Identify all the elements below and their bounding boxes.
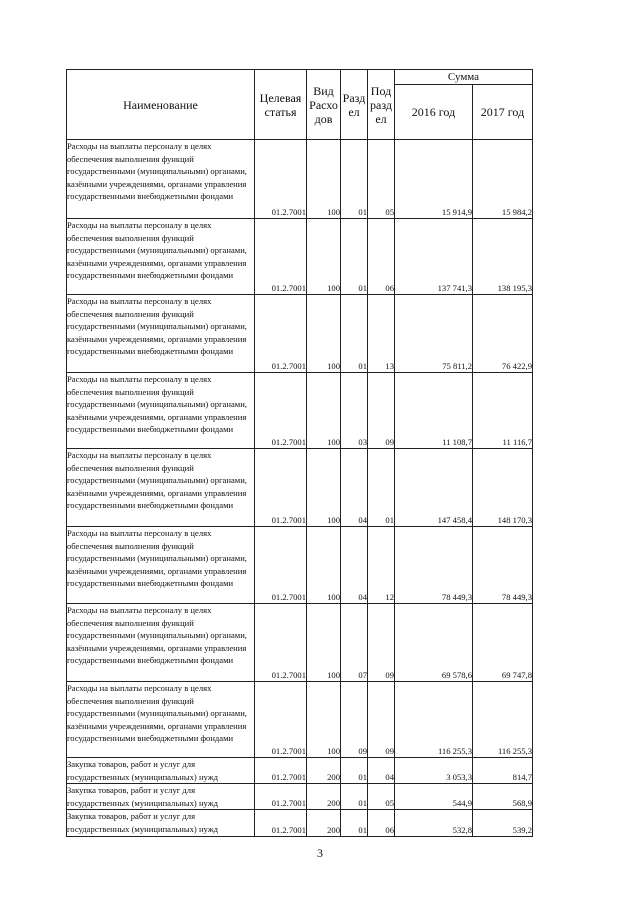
row-target-article: 01.2.7001	[255, 604, 307, 682]
row-expense-type: 100	[307, 449, 341, 527]
row-subsection: 04	[368, 758, 395, 784]
table-row	[67, 295, 533, 373]
row-name: Расходы на выплаты персоналу в целях обеспечения выполнения функций государственными (муниципальными) органами, казёнными учреждениями, органами управления государственными внебюджетными фондами	[67, 219, 255, 295]
row-subsection: 06	[368, 219, 395, 295]
row-sum-2016: 532,8	[395, 810, 473, 836]
row-sum-2016: 3 053,3	[395, 758, 473, 784]
row-section: 07	[341, 604, 368, 682]
row-target-article: 01.2.7001	[255, 784, 307, 810]
row-subsection: 13	[368, 295, 395, 373]
row-expense-type: 100	[307, 604, 341, 682]
row-name: Расходы на выплаты персоналу в целях обеспечения выполнения функций государственными (муниципальными) органами, казёнными учреждениями, органами управления государственными внебюджетными фондами	[67, 527, 255, 604]
row-subsection: 05	[368, 140, 395, 219]
table-row	[67, 682, 533, 758]
row-subsection: 01	[368, 449, 395, 527]
row-sum-2016: 147 458,4	[395, 449, 473, 527]
row-name: Закупка товаров, работ и услуг для государственных (муниципальных) нужд	[67, 784, 255, 810]
row-subsection: 12	[368, 527, 395, 604]
table-header	[67, 70, 533, 140]
row-section: 03	[341, 373, 368, 449]
row-sum-2017: 814,7	[473, 758, 533, 784]
row-expense-type: 200	[307, 784, 341, 810]
row-section: 01	[341, 295, 368, 373]
header-target-article: Целевая статья	[255, 70, 307, 140]
row-name: Закупка товаров, работ и услуг для государственных (муниципальных) нужд	[67, 758, 255, 784]
row-subsection: 09	[368, 682, 395, 758]
row-name: Расходы на выплаты персоналу в целях обеспечения выполнения функций государственными (муниципальными) органами, казёнными учреждениями, органами управления государственными внебюджетными фондами	[67, 682, 255, 758]
row-subsection: 09	[368, 604, 395, 682]
table-row	[67, 784, 533, 810]
row-target-article: 01.2.7001	[255, 449, 307, 527]
header-subsection: Под разд ел	[368, 70, 395, 140]
row-target-article: 01.2.7001	[255, 682, 307, 758]
row-expense-type: 100	[307, 373, 341, 449]
row-section: 04	[341, 449, 368, 527]
row-subsection: 09	[368, 373, 395, 449]
table-row	[67, 810, 533, 836]
row-sum-2016: 137 741,3	[395, 219, 473, 295]
header-name: Наименование	[67, 70, 255, 140]
row-sum-2017: 539,2	[473, 810, 533, 836]
row-sum-2016: 15 914,9	[395, 140, 473, 219]
row-section: 01	[341, 140, 368, 219]
row-sum-2017: 76 422,9	[473, 295, 533, 373]
row-target-article: 01.2.7001	[255, 758, 307, 784]
row-sum-2016: 116 255,3	[395, 682, 473, 758]
row-name: Расходы на выплаты персоналу в целях обеспечения выполнения функций государственными (муниципальными) органами, казёнными учреждениями, органами управления государственными внебюджетными фондами	[67, 449, 255, 527]
row-name: Закупка товаров, работ и услуг для государственных (муниципальных) нужд	[67, 810, 255, 836]
header-sum: Сумма	[395, 70, 533, 85]
row-name: Расходы на выплаты персоналу в целях обеспечения выполнения функций государственными (муниципальными) органами, казёнными учреждениями, органами управления государственными внебюджетными фондами	[67, 604, 255, 682]
table-row	[67, 140, 533, 219]
row-section: 04	[341, 527, 368, 604]
row-name: Расходы на выплаты персоналу в целях обеспечения выполнения функций государственными (муниципальными) органами, казёнными учреждениями, органами управления государственными внебюджетными фондами	[67, 295, 255, 373]
row-target-article: 01.2.7001	[255, 140, 307, 219]
row-section: 01	[341, 219, 368, 295]
row-section: 01	[341, 784, 368, 810]
row-sum-2016: 544,9	[395, 784, 473, 810]
table-row	[67, 604, 533, 682]
row-target-article: 01.2.7001	[255, 295, 307, 373]
row-section: 09	[341, 682, 368, 758]
row-sum-2017: 138 195,3	[473, 219, 533, 295]
row-section: 01	[341, 810, 368, 836]
row-expense-type: 100	[307, 295, 341, 373]
row-sum-2017: 116 255,3	[473, 682, 533, 758]
row-sum-2017: 69 747,8	[473, 604, 533, 682]
table-row	[67, 219, 533, 295]
row-subsection: 05	[368, 784, 395, 810]
row-name: Расходы на выплаты персоналу в целях обеспечения выполнения функций государственными (муниципальными) органами, казёнными учреждениями, органами управления государственными внебюджетными фондами	[67, 373, 255, 449]
header-section: Разд ел	[341, 70, 368, 140]
row-sum-2016: 69 578,6	[395, 604, 473, 682]
row-expense-type: 100	[307, 527, 341, 604]
row-expense-type: 100	[307, 219, 341, 295]
budget-table	[66, 69, 533, 837]
header-expense-type: Вид Расхо дов	[307, 70, 341, 140]
row-sum-2016: 11 108,7	[395, 373, 473, 449]
table-row	[67, 373, 533, 449]
row-section: 01	[341, 758, 368, 784]
row-expense-type: 200	[307, 810, 341, 836]
row-sum-2016: 78 449,3	[395, 527, 473, 604]
header-year-2017: 2017 год	[473, 85, 533, 140]
table-row	[67, 758, 533, 784]
row-expense-type: 100	[307, 140, 341, 219]
table-body	[67, 140, 533, 837]
page-number: 3	[317, 846, 323, 860]
row-target-article: 01.2.7001	[255, 527, 307, 604]
header-year-2016: 2016 год	[395, 85, 473, 140]
row-sum-2017: 11 116,7	[473, 373, 533, 449]
table-row	[67, 449, 533, 527]
row-target-article: 01.2.7001	[255, 810, 307, 836]
row-subsection: 06	[368, 810, 395, 836]
row-sum-2017: 15 984,2	[473, 140, 533, 219]
row-sum-2017: 568,9	[473, 784, 533, 810]
table-row	[67, 527, 533, 604]
row-name: Расходы на выплаты персоналу в целях обеспечения выполнения функций государственными (муниципальными) органами, казёнными учреждениями, органами управления государственными внебюджетными фондами	[67, 140, 255, 219]
row-target-article: 01.2.7001	[255, 219, 307, 295]
row-sum-2016: 75 811,2	[395, 295, 473, 373]
row-expense-type: 200	[307, 758, 341, 784]
row-target-article: 01.2.7001	[255, 373, 307, 449]
row-sum-2017: 78 449,3	[473, 527, 533, 604]
row-sum-2017: 148 170,3	[473, 449, 533, 527]
row-expense-type: 100	[307, 682, 341, 758]
